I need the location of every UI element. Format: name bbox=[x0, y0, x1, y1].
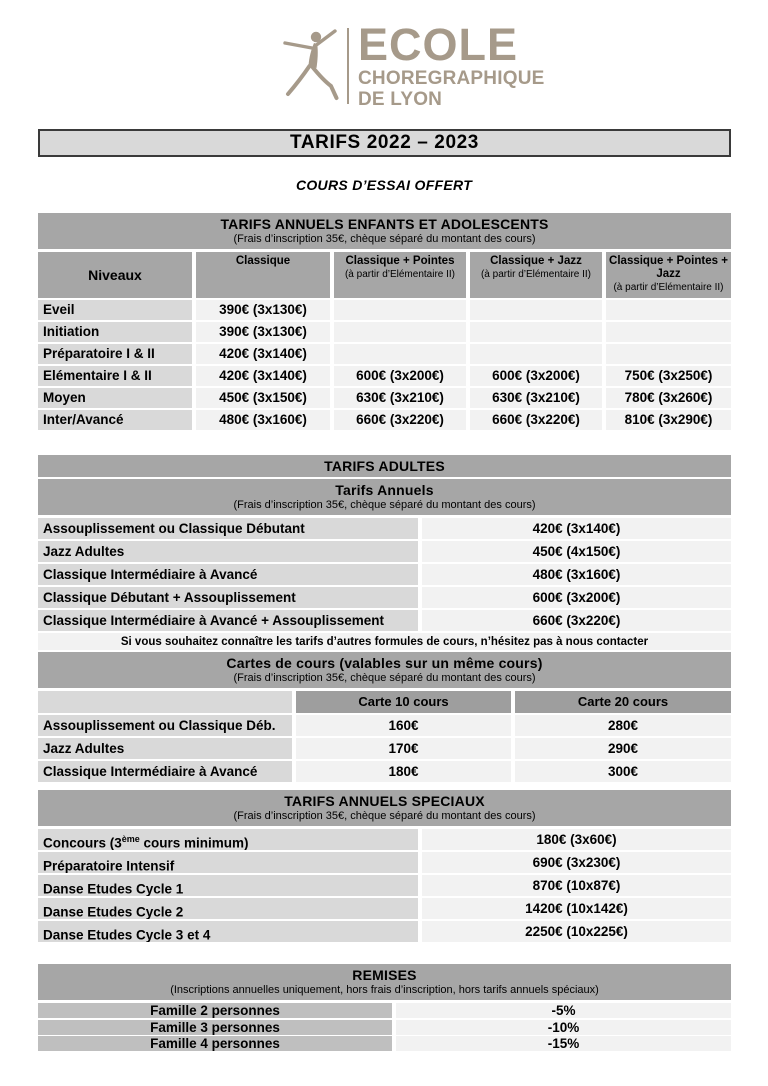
column-header-carte-10: Carte 10 cours bbox=[296, 691, 511, 713]
adultes-rows bbox=[38, 518, 731, 631]
logo-subtitle-2: DE LYON bbox=[358, 89, 443, 110]
row-label: Moyen bbox=[38, 388, 192, 408]
row-label: Assouplissement ou Classique Débutant bbox=[38, 518, 418, 539]
price-cell: 600€ (3x200€) bbox=[470, 366, 602, 386]
price-cell: 870€ (10x87€) bbox=[422, 875, 731, 896]
price-cell: 660€ (3x220€) bbox=[470, 410, 602, 430]
row-label: Famille 4 personnes bbox=[38, 1036, 392, 1051]
price-cell: 1420€ (10x142€) bbox=[422, 898, 731, 919]
row-label: Inter/Avancé bbox=[38, 410, 192, 430]
contact-note: Si vous souhaitez connaître les tarifs d’autres formules de cours, n’hésitez pas à nous contacter bbox=[38, 633, 731, 650]
cartes-title: Cartes de cours (valables sur un même cours) bbox=[226, 655, 543, 671]
price-cell: 660€ (3x220€) bbox=[422, 610, 731, 631]
speciaux-rows bbox=[38, 829, 731, 942]
price-cell: 780€ (3x260€) bbox=[606, 388, 731, 408]
speciaux-header-band bbox=[38, 790, 731, 826]
price-cell: 180€ bbox=[296, 761, 511, 782]
price-cell: 160€ bbox=[296, 715, 511, 736]
cartes-header-band bbox=[38, 652, 731, 688]
row-label: Préparatoire I & II bbox=[38, 344, 192, 364]
price-cell: 420€ (3x140€) bbox=[196, 366, 330, 386]
price-cell: 690€ (3x230€) bbox=[422, 852, 731, 873]
row-label: Famille 3 personnes bbox=[38, 1020, 392, 1035]
school-logo bbox=[281, 19, 545, 110]
row-label: Famille 2 personnes bbox=[38, 1003, 392, 1018]
row-label: Classique Intermédiaire à Avancé bbox=[38, 761, 292, 782]
price-cell bbox=[470, 344, 602, 364]
adultes-title: TARIFS ADULTES bbox=[324, 458, 445, 474]
price-cell: 300€ bbox=[515, 761, 731, 782]
row-label: Concours (3ème cours minimum) bbox=[38, 829, 418, 850]
enfants-header-band bbox=[38, 213, 731, 249]
column-header-classique: Classique bbox=[196, 252, 330, 298]
remises-title: REMISES bbox=[352, 967, 417, 983]
column-header-classique-pointes-jazz: Classique + Pointes + Jazz (à partir d’Elémentaire II) bbox=[606, 252, 731, 298]
logo-title: ECOLE bbox=[358, 19, 519, 70]
row-label: Eveil bbox=[38, 300, 192, 320]
price-cell bbox=[334, 300, 466, 320]
table-remises bbox=[38, 964, 731, 1051]
row-label: Jazz Adultes bbox=[38, 738, 292, 759]
price-cell bbox=[606, 300, 731, 320]
row-label: Danse Etudes Cycle 3 et 4 bbox=[38, 921, 418, 942]
row-label: Danse Etudes Cycle 1 bbox=[38, 875, 418, 896]
column-header-niveaux: Niveaux bbox=[38, 252, 192, 298]
table-speciaux bbox=[38, 790, 731, 942]
discount-cell: -15% bbox=[396, 1036, 731, 1051]
adultes-header-band bbox=[38, 455, 731, 477]
price-cell: 810€ (3x290€) bbox=[606, 410, 731, 430]
remises-header-band bbox=[38, 964, 731, 1000]
cartes-rows bbox=[38, 715, 731, 782]
speciaux-note: (Frais d’inscription 35€, chèque séparé du montant des cours) bbox=[233, 810, 536, 822]
price-cell: 660€ (3x220€) bbox=[334, 410, 466, 430]
price-cell: 290€ bbox=[515, 738, 731, 759]
adultes-annuels-title: Tarifs Annuels bbox=[335, 482, 434, 498]
price-cell bbox=[606, 344, 731, 364]
cartes-column-headers bbox=[38, 691, 731, 713]
adultes-annuels-band bbox=[38, 479, 731, 515]
price-cell: 480€ (3x160€) bbox=[196, 410, 330, 430]
row-label: Elémentaire I & II bbox=[38, 366, 192, 386]
price-cell bbox=[470, 322, 602, 342]
table-enfants bbox=[38, 213, 731, 430]
price-cell: 420€ (3x140€) bbox=[196, 344, 330, 364]
price-cell: 390€ (3x130€) bbox=[196, 322, 330, 342]
price-cell: 180€ (3x60€) bbox=[422, 829, 731, 850]
price-cell: 390€ (3x130€) bbox=[196, 300, 330, 320]
enfants-note: (Frais d’inscription 35€, chèque séparé du montant des cours) bbox=[233, 233, 536, 245]
page-title: TARIFS 2022 – 2023 bbox=[38, 129, 731, 157]
free-trial-note: COURS D’ESSAI OFFERT bbox=[295, 177, 473, 193]
cartes-blank-cell bbox=[38, 691, 292, 713]
row-label: Assouplissement ou Classique Déb. bbox=[38, 715, 292, 736]
logo-subtitle-1: CHOREGRAPHIQUE bbox=[358, 68, 545, 89]
enfants-rows bbox=[38, 300, 731, 430]
price-cell: 2250€ (10x225€) bbox=[422, 921, 731, 942]
price-cell: 600€ (3x200€) bbox=[334, 366, 466, 386]
price-cell: 280€ bbox=[515, 715, 731, 736]
row-label: Classique Débutant + Assouplissement bbox=[38, 587, 418, 608]
enfants-title: TARIFS ANNUELS ENFANTS ET ADOLESCENTS bbox=[220, 216, 549, 232]
price-cell bbox=[334, 322, 466, 342]
row-label: Initiation bbox=[38, 322, 192, 342]
price-cell bbox=[334, 344, 466, 364]
price-cell bbox=[470, 300, 602, 320]
price-cell: 450€ (4x150€) bbox=[422, 541, 731, 562]
column-header-classique-pointes: Classique + Pointes (à partir d’Elémentaire II) bbox=[334, 252, 466, 298]
price-cell: 750€ (3x250€) bbox=[606, 366, 731, 386]
price-cell: 630€ (3x210€) bbox=[334, 388, 466, 408]
logo-divider bbox=[347, 28, 349, 104]
discount-cell: -10% bbox=[396, 1020, 731, 1035]
price-cell: 170€ bbox=[296, 738, 511, 759]
price-cell: 630€ (3x210€) bbox=[470, 388, 602, 408]
column-header-classique-jazz: Classique + Jazz (à partir d’Elémentaire II) bbox=[470, 252, 602, 298]
speciaux-title: TARIFS ANNUELS SPECIAUX bbox=[284, 793, 485, 809]
remises-rows bbox=[38, 1003, 731, 1051]
row-label: Jazz Adultes bbox=[38, 541, 418, 562]
row-label: Préparatoire Intensif bbox=[38, 852, 418, 873]
dancer-icon bbox=[281, 28, 343, 110]
logo-text bbox=[358, 19, 545, 110]
row-label: Classique Intermédiaire à Avancé + Assouplissement bbox=[38, 610, 418, 631]
price-cell: 480€ (3x160€) bbox=[422, 564, 731, 585]
adultes-annuels-note: (Frais d’inscription 35€, chèque séparé du montant des cours) bbox=[233, 499, 536, 511]
price-cell: 600€ (3x200€) bbox=[422, 587, 731, 608]
price-cell: 450€ (3x150€) bbox=[196, 388, 330, 408]
cartes-note: (Frais d’inscription 35€, chèque séparé du montant des cours) bbox=[233, 672, 536, 684]
column-header-carte-20: Carte 20 cours bbox=[515, 691, 731, 713]
row-label: Danse Etudes Cycle 2 bbox=[38, 898, 418, 919]
row-label: Classique Intermédiaire à Avancé bbox=[38, 564, 418, 585]
table-adultes bbox=[38, 455, 731, 782]
price-cell: 420€ (3x140€) bbox=[422, 518, 731, 539]
remises-note: (Inscriptions annuelles uniquement, hors frais d’inscription, hors tarifs annuels spéciaux) bbox=[170, 984, 599, 996]
discount-cell: -5% bbox=[396, 1003, 731, 1018]
enfants-column-headers bbox=[38, 252, 731, 298]
price-cell bbox=[606, 322, 731, 342]
